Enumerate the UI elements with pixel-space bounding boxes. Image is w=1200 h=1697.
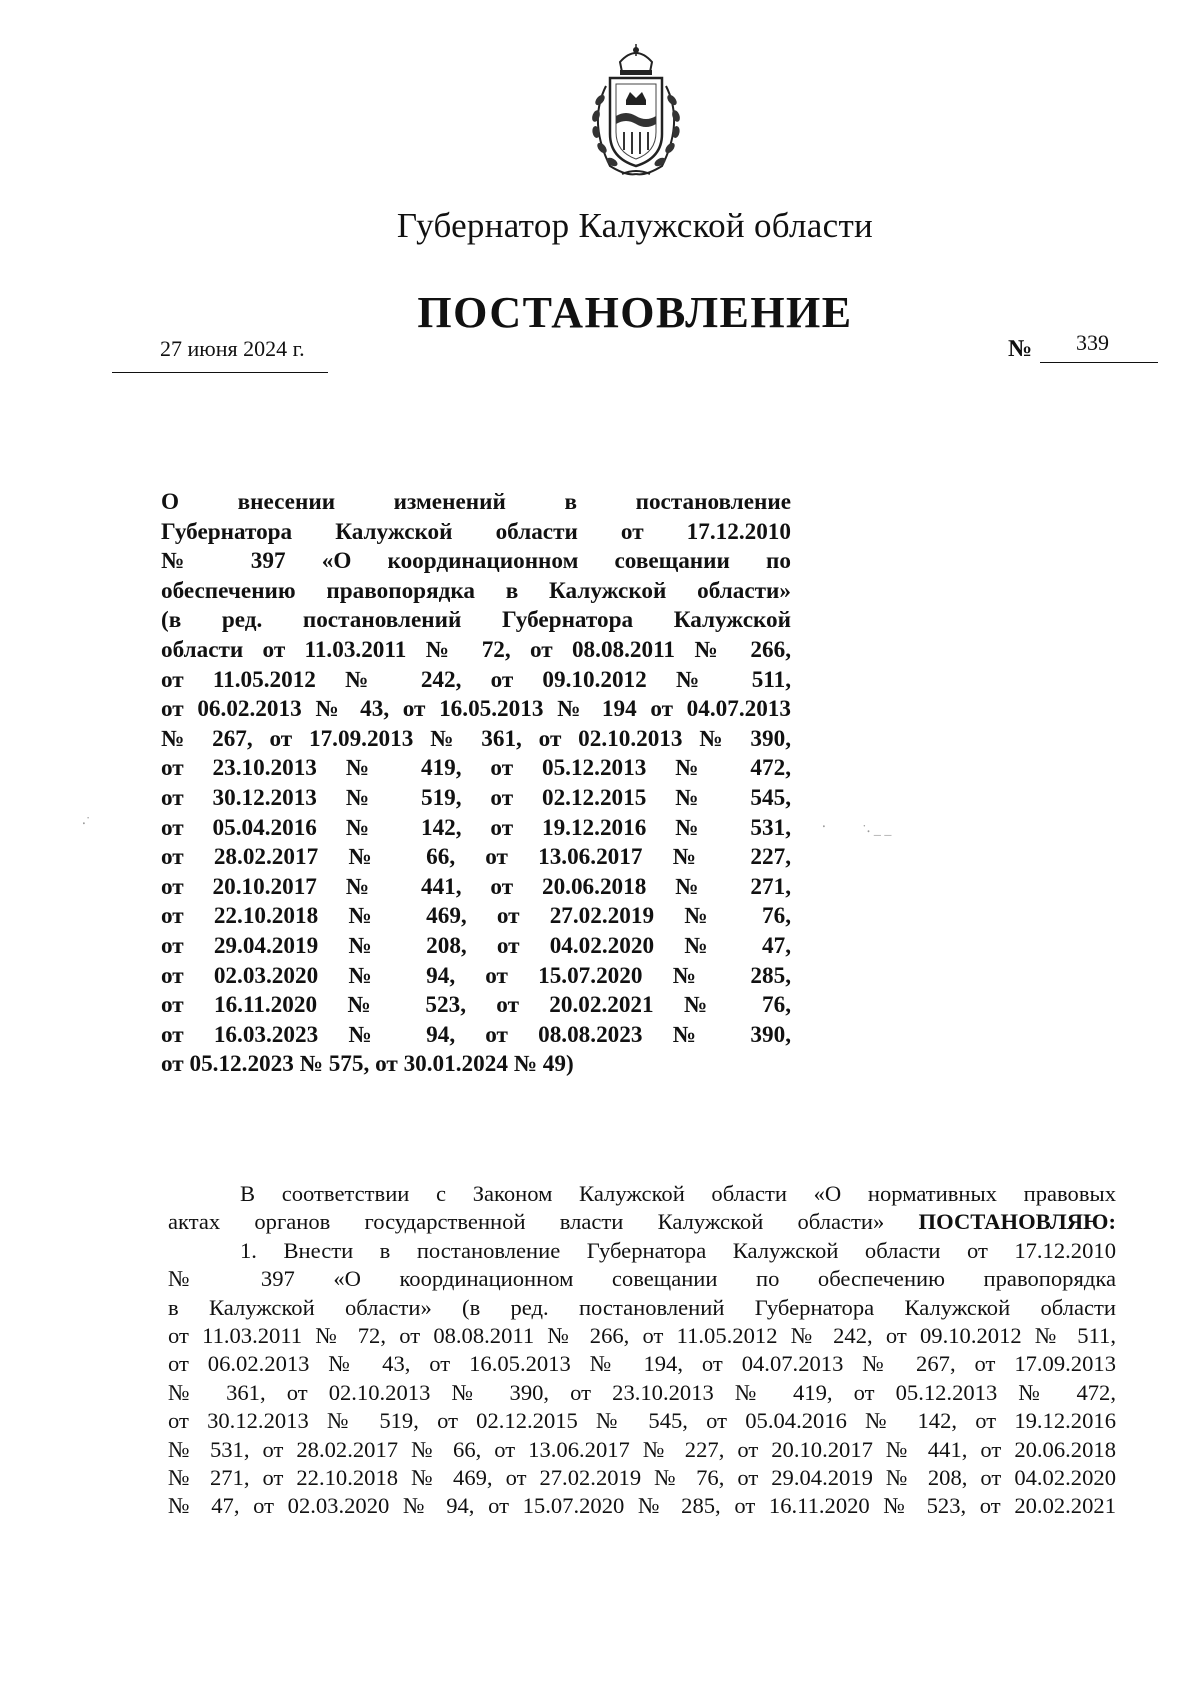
item-line: № 271, от 22.10.2018 № 469, от 27.02.2019 № 76, от 29.04.2019 № 208, от 04.02.2020 [168,1464,1116,1490]
title-line: О внесении изменений в постановление [161,489,791,515]
item-line: № 361, от 02.10.2013 № 390, от 23.10.2013 № 419, от 05.12.2013 № 472, [168,1379,1116,1405]
title-line: от 16.03.2023 № 94, от 08.08.2023 № 390, [161,1021,791,1048]
title-line: от 22.10.2018 № 469, от 27.02.2019 № 76, [161,903,791,930]
organization-title: Губернатор Калужской области [396,206,874,245]
date-underline [112,372,328,373]
document-type-heading: ПОСТАНОВЛЕНИЕ [417,288,853,337]
item-line: в Калужской области» (в ред. постановлений Губернатора Калужской области [168,1294,1116,1320]
title-line: обеспечению правопорядка в Калужской области» [161,577,791,604]
preamble-text: актах органов государственной власти Калужской области» [168,1209,885,1235]
title-line: от 23.10.2013 № 419, от 05.12.2013 № 472, [161,755,791,782]
title-line: № 267, от 17.09.2013 № 361, от 02.10.2013 № 390, [161,725,791,752]
number-label: № [1008,336,1033,362]
item-line: от 06.02.2013 № 43, от 16.05.2013 № 194, от 04.07.2013 № 267, от 17.09.2013 [168,1351,1116,1377]
document-subject-title [161,488,791,1080]
document-number: 339 [1076,330,1109,355]
item-line: от 11.03.2011 № 72, от 08.08.2011 № 266, от 11.05.2012 № 242, от 09.10.2012 № 511, [168,1322,1116,1348]
title-line: от 16.11.2020 № 523, от 20.02.2021 № 76, [161,992,791,1019]
decree-keyword: ПОСТАНОВЛЯЮ: [918,1209,1116,1235]
item-line: от 30.12.2013 № 519, от 02.12.2015 № 545, от 05.04.2016 № 142, от 19.12.2016 [168,1408,1116,1434]
title-line: от 05.12.2023 № 575, от 30.01.2024 № 49) [161,1051,574,1078]
item-line: № 531, от 28.02.2017 № 66, от 13.06.2017 № 227, от 20.10.2017 № 441, от 20.06.2018 [168,1436,1116,1462]
scan-speck: ⸳ [822,818,826,833]
item-line: № 47, от 02.03.2020 № 94, от 15.07.2020 № 285, от 16.11.2020 № 523, от 20.02.2021 [168,1493,1116,1519]
number-underline [1040,362,1158,363]
title-line: от 06.02.2013 № 43, от 16.05.2013 № 194 от 04.07.2013 [161,696,791,723]
preamble-line [168,1208,1116,1236]
coat-of-arms-emblem [570,42,702,182]
title-line: Губернатора Калужской области от 17.12.2010 [161,518,791,545]
title-line: № 397 «О координационном совещании по [161,548,791,575]
title-line: области от 11.03.2011 № 72, от 08.08.2011 № 266, [161,636,791,663]
item-line: № 397 «О координационном совещании по обеспечению правопорядка [168,1266,1116,1292]
preamble-line: В соответствии с Законом Калужской области «О нормативных правовых [240,1181,1116,1206]
document-body [168,1180,1116,1521]
document-date: 27 июня 2024 г. [160,336,305,361]
title-line: от 29.04.2019 № 208, от 04.02.2020 № 47, [161,932,791,959]
title-line: от 20.10.2017 № 441, от 20.06.2018 № 271, [161,873,791,900]
scan-speck: ˙⸳ _ _ [862,823,892,838]
title-line: (в ред. постановлений Губернатора Калужской [161,607,791,634]
scan-speck: ⸳˙ [82,815,91,830]
title-line: от 11.05.2012 № 242, от 09.10.2012 № 511, [161,666,791,693]
title-line: от 30.12.2013 № 519, от 02.12.2015 № 545, [161,784,791,811]
title-line: от 28.02.2017 № 66, от 13.06.2017 № 227, [161,844,791,871]
item-line: 1. Внести в постановление Губернатора Калужской области от 17.12.2010 [240,1237,1116,1263]
title-line: от 02.03.2020 № 94, от 15.07.2020 № 285, [161,962,791,989]
title-line: от 05.04.2016 № 142, от 19.12.2016 № 531, [161,814,791,841]
